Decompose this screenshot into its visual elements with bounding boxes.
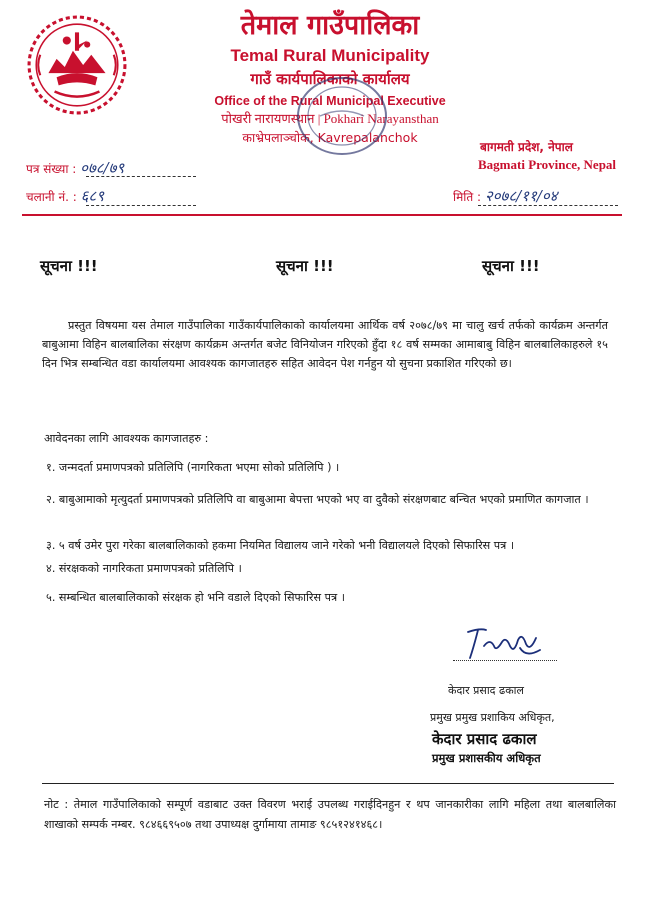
date-field — [453, 186, 557, 206]
signature-line — [453, 660, 557, 661]
municipality-name-np: तेमाल गाउँपालिका — [240, 10, 420, 41]
date-label: मिति : — [453, 190, 482, 204]
district-line: काभ्रेपलाञ्चोक, Kavrepalanchok — [242, 130, 418, 145]
note-divider — [42, 783, 614, 784]
header-divider — [22, 214, 622, 216]
office-name-en: Office of the Rural Municipal Executive — [214, 94, 446, 108]
date-value: २०७८/११/०४ — [484, 187, 558, 205]
requirement-item: ४. संरक्षकको नागरिकता प्रमाणपत्रको प्रतिलिपि । — [46, 562, 242, 575]
notice-paragraph: प्रस्तुत विषयमा यस तेमाल गाउँपालिका गाउँकार्यपालिकाको कार्यालयमा आर्थिक वर्ष २०७८/७९ मा चालु खर्च तर्फको कार्यक्रम अन्तर्गत बाबुआमा विहिन बालबालिका संरक्षण कार्यक्रम अन्तर्गत बजेट विनियोजन गरिएको हुँदा १८ वर्ष सम्मका आमाबाबु विहिन बालबालिकाहरुले १५ दिन भित्र सम्बन्धित वडा कार्यालयमा आवश्यक कागजातहरु सहित आवेदन पेश गर्नहुन यो सुचना प्रकाशित गरिएको छ। — [42, 319, 608, 370]
stamp-title: प्रमुख प्रशासकीय अधिकृत — [432, 751, 541, 765]
province-en: Bagmati Province, Nepal — [478, 157, 617, 172]
signatory-name: केदार प्रसाद ढकाल — [448, 684, 524, 697]
municipality-emblem-icon — [26, 14, 128, 116]
province-np: बागमती प्रदेश, नेपाल — [480, 140, 573, 154]
chalani-value: ६८९ — [80, 187, 105, 205]
patra-label: पत्र संख्या : — [26, 162, 77, 176]
footer-note: नोट : तेमाल गाउँपालिकाको सम्पूर्ण वडाबाट उक्त विवरण भराई उपलब्ध गराईदिनहुन र थप जानकारीका लागि महिला तथा बालबालिका शाखाको सम्पर्क नम्बर. ९८४६६९५०७ तथा उपाध्यक्ष दुर्गामाया तामाङ ९८५१२४१४६८। — [44, 798, 616, 831]
chalani-label: चलानी नं. : — [26, 190, 77, 204]
address-line: पोखरी नारायणस्थान | Pokhari Narayansthan — [221, 111, 439, 126]
notice-heading-left: सूचना !!! — [40, 257, 98, 275]
notice-heading-right: सूचना !!! — [482, 257, 540, 275]
patra-sankhya — [26, 158, 124, 178]
office-stamp-icon — [290, 70, 394, 162]
municipality-name-en: Temal Rural Municipality — [230, 46, 430, 65]
requirement-item: २. बाबुआमाको मृत्युदर्ता प्रमाणपत्रको प्रतिलिपि वा बाबुआमा बेपत्ता भएको भए वा दुवैको संरक्षणबाट बन्चित भएको प्रमाणित कागजात । — [46, 493, 589, 506]
notice-heading-center: सूचना !!! — [276, 257, 334, 275]
chalani-number — [26, 186, 104, 206]
stamp-name: केदार प्रसाद ढकाल — [432, 730, 537, 748]
requirements-title: आवेदनका लागि आवश्यक कागजातहरु : — [44, 432, 209, 445]
chalani-rule — [86, 205, 196, 206]
signatory-title: प्रमुख प्रमुख प्रशाकिय अधिकृत, — [430, 711, 555, 724]
office-name-np: गाउँ कार्यपालिकाको कार्यालय — [250, 70, 410, 88]
requirement-item: १. जन्मदर्ता प्रमाणपत्रको प्रतिलिपि (नागरिकता भएमा सोको प्रतिलिपि ) । — [46, 461, 340, 474]
patra-rule — [86, 176, 196, 177]
handwritten-signature-icon — [460, 624, 560, 664]
requirement-item: ५. सम्बन्धित बालबालिकाको संरक्षक हो भनि वडाले दिएको सिफारिस पत्र । — [46, 591, 345, 604]
date-rule — [478, 205, 618, 206]
requirement-item: ३. ५ वर्ष उमेर पुरा गरेका बालबालिकाको हकमा नियमित विद्यालय जाने गरेको भनी विद्यालयले दिएको सिफारिस पत्र । — [46, 539, 515, 552]
patra-value: ०७८/७९ — [80, 159, 125, 177]
